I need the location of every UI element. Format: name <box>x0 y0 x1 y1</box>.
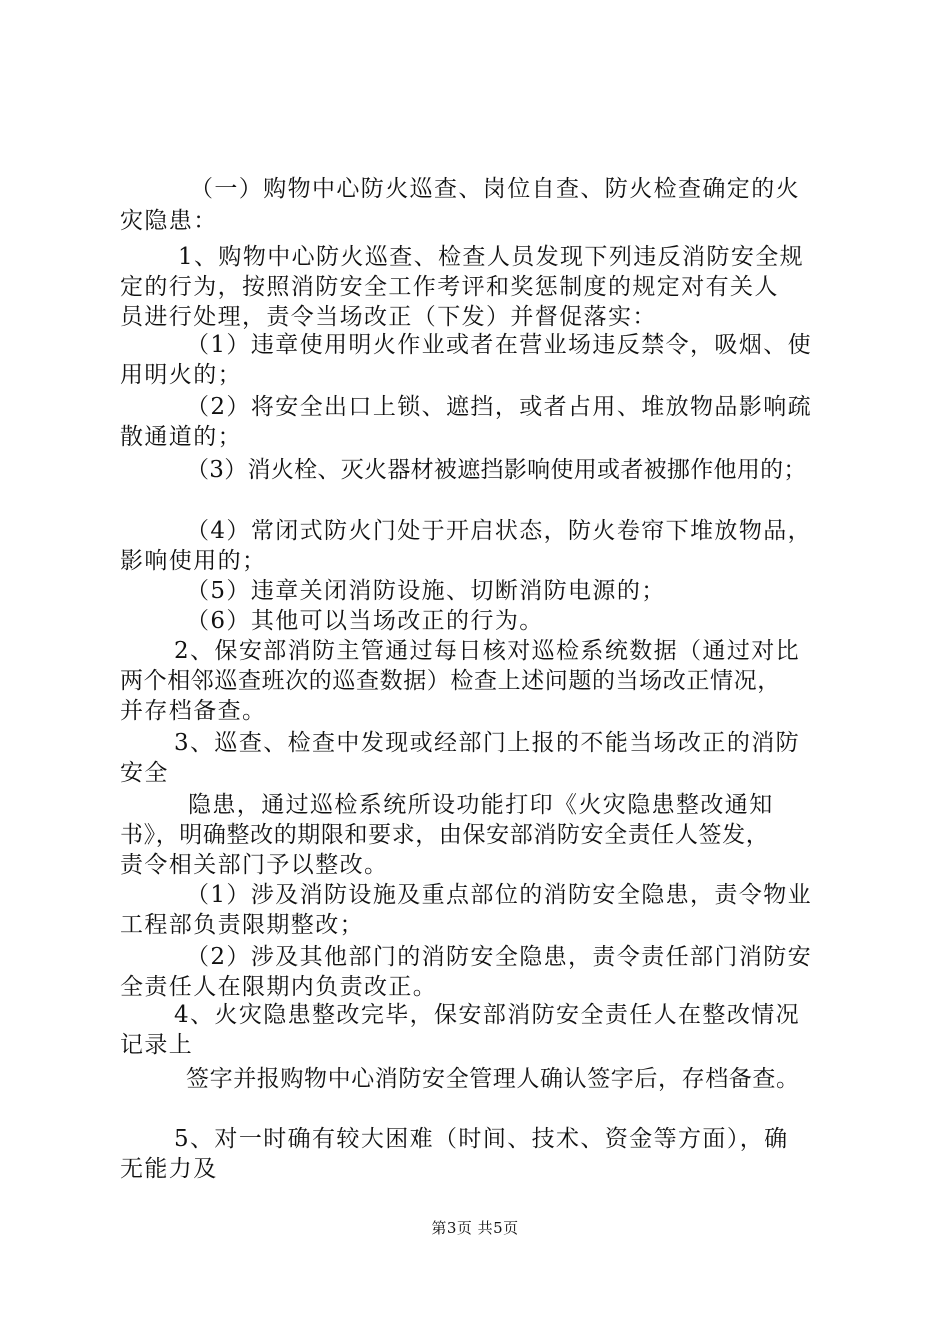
text-line: 1、购物中心防火巡查、检查人员发现下列违反消防安全规 <box>178 244 805 270</box>
text-line: （1）涉及消防设施及重点部位的消防安全隐患，责令物业 <box>186 882 813 908</box>
text-line: （1）违章使用明火作业或者在营业场违反禁令，吸烟、使 <box>186 332 813 358</box>
text-line: 记录上 <box>120 1032 194 1058</box>
text-line: 并存档备查。 <box>120 698 267 724</box>
text-line: （2）将安全出口上锁、遮挡，或者占用、堆放物品影响疏 <box>186 394 813 420</box>
text-line: 书》，明确整改的期限和要求，由保安部消防安全责任人签发， <box>120 822 770 848</box>
text-line: 4、火灾隐患整改完毕，保安部消防安全责任人在整改情况 <box>174 1002 801 1028</box>
text-line: 工程部负责限期整改； <box>120 912 364 938</box>
text-line: 责令相关部门予以整改。 <box>120 852 389 878</box>
text-line: 两个相邻巡查班次的巡查数据）检查上述问题的当场改正情况， <box>120 668 781 694</box>
page-footer: 第3页 共5页 <box>431 1219 519 1237</box>
text-line: （2）涉及其他部门的消防安全隐患，责令责任部门消防安 <box>186 944 813 970</box>
text-line: 签字并报购物中心消防安全管理人确认签字后，存档备查。 <box>186 1066 800 1092</box>
text-line: （6）其他可以当场改正的行为。 <box>186 608 544 634</box>
text-line: （3）消火栓、灭火器材被遮挡影响使用或者被挪作他用的； <box>186 457 807 483</box>
text-line: （5）违章关闭消防设施、切断消防电源的； <box>186 578 666 604</box>
text-line: 安全 <box>120 760 169 786</box>
text-line: 灾隐患： <box>120 208 218 234</box>
text-line: （4）常闭式防火门处于开启状态，防火卷帘下堆放物品， <box>186 518 813 544</box>
text-line: （一）购物中心防火巡查、岗位自查、防火检查确定的火 <box>190 176 800 202</box>
text-line: 2、保安部消防主管通过每日核对巡检系统数据（通过对比 <box>174 638 801 664</box>
text-line: 散通道的； <box>120 424 242 450</box>
text-line: 员进行处理，责令当场改正（下发）并督促落实： <box>120 304 657 330</box>
text-line: 3、巡查、检查中发现或经部门上报的不能当场改正的消防 <box>174 730 801 756</box>
text-line: 定的行为，按照消防安全工作考评和奖惩制度的规定对有关人 <box>120 274 779 300</box>
text-line: 影响使用的； <box>120 548 267 574</box>
text-line: 隐患，通过巡检系统所设功能打印《火灾隐患整改通知 <box>188 792 774 818</box>
text-line: 全责任人在限期内负责改正。 <box>120 974 438 1000</box>
text-line: 用明火的； <box>120 362 242 388</box>
text-line: 无能力及 <box>120 1156 218 1182</box>
text-line: 5、对一时确有较大困难（时间、技术、资金等方面），确 <box>174 1126 789 1152</box>
